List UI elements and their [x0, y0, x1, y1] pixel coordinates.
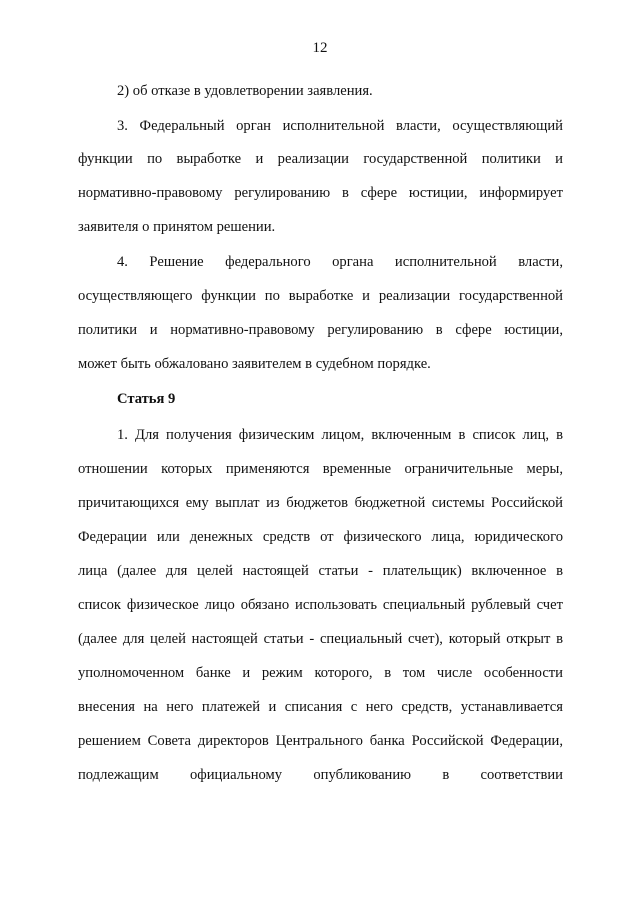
paragraph-4-line-5: лица (далее для целей настоящей статьи - плательщик) включенное в [78, 563, 563, 579]
paragraph-4-line-4: Федерации или денежных средств от физического лица, юридического [78, 529, 563, 545]
page-number: 12 [312, 40, 328, 56]
paragraph-2-line-1: 3. Федеральный орган исполнительной власти, осуществляющий [117, 118, 563, 134]
paragraph-1-line-1: 2) об отказе в удовлетворении заявления. [117, 83, 373, 99]
paragraph-4-line-6: список физическое лицо обязано использовать специальный рублевый счет [78, 597, 563, 613]
paragraph-4-line-10: решением Совета директоров Центрального банка Российской Федерации, [78, 733, 563, 749]
paragraph-3-line-4: может быть обжаловано заявителем в судебном порядке. [78, 356, 431, 372]
paragraph-4-line-8: уполномоченном банке и режим которого, в том числе особенности [78, 665, 563, 681]
paragraph-3-line-1: 4. Решение федерального органа исполнительной власти, [117, 254, 563, 270]
paragraph-4-line-1: 1. Для получения физическим лицом, включенным в список лиц, в [117, 427, 563, 443]
paragraph-4-line-9: внесения на него платежей и списания с него средств, устанавливается [78, 699, 563, 715]
paragraph-3-line-3: политики и нормативно-правовому регулированию в сфере юстиции, [78, 322, 563, 338]
paragraph-3-line-2: осуществляющего функции по выработке и реализации государственной [78, 288, 563, 304]
paragraph-2-line-2: функции по выработке и реализации государственной политики и [78, 151, 563, 167]
paragraph-4-line-2: отношении которых применяются временные ограничительные меры, [78, 461, 563, 477]
paragraph-4-line-3: причитающихся ему выплат из бюджетов бюджетной системы Российской [78, 495, 563, 511]
paragraph-4-line-11: подлежащим официальному опубликованию в соответствии [78, 767, 563, 783]
paragraph-4-line-7: (далее для целей настоящей статьи - специальный счет), который открыт в [78, 631, 563, 647]
article-heading: Статья 9 [117, 391, 176, 407]
paragraph-2-line-3: нормативно-правовому регулированию в сфере юстиции, информирует [78, 185, 563, 201]
paragraph-2-line-4: заявителя о принятом решении. [78, 219, 276, 235]
